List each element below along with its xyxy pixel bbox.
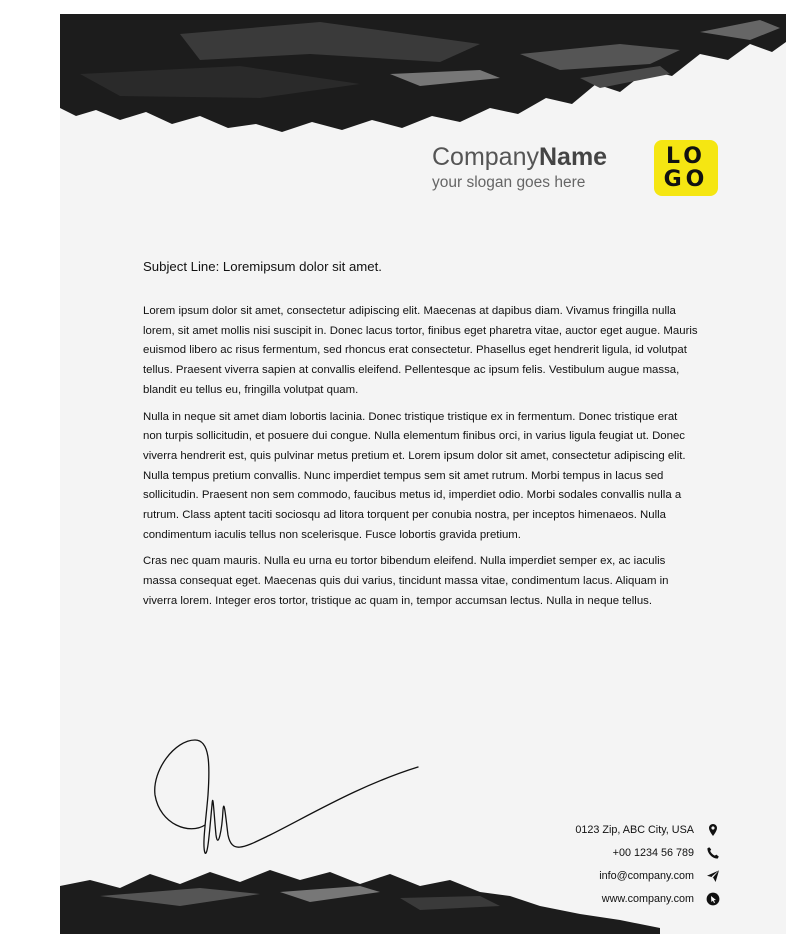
paragraph-3: Cras nec quam mauris. Nulla eu urna eu tortor bibendum eleifend. Nulla imperdiet semper ex, ac iaculis massa consequat eget. Maecenas quis dui varius, tincidunt massa vitae, condimentum lacus. Aliquam in viverra lorem. Integer eros tortor, tristique ac quam in, tempor accumsan lectus. Nulla in neque tellus. bbox=[143, 555, 669, 607]
cursor-icon bbox=[706, 892, 720, 906]
company-name-bold: Name bbox=[539, 143, 608, 171]
phone-text: +00 1234 56 789 bbox=[612, 846, 694, 859]
ink-brush-header-graphic bbox=[60, 14, 786, 134]
contact-phone bbox=[530, 841, 720, 864]
company-name-light: Company bbox=[432, 143, 539, 171]
logo bbox=[654, 140, 718, 196]
ink-brush-footer-graphic bbox=[60, 866, 660, 934]
paragraph-1: Lorem ipsum dolor sit amet, consectetur adipiscing elit. Maecenas at dapibus diam. Vivamus fringilla nulla lorem, sit amet mollis nisi suscipit in. Donec lacus tortor, finibus eget pharetra vitae, auctor eget augue. Mauris euismod libero ac risus fermentum, sed rhoncus erat consectetur. Phasellus eget hendrerit ligula, id volutpat tellus. Praesent viverra sapien at convallis eleifend. Pellentesque ac ipsum felis. Vestibulum augue massa, blandit eu tellus eu, fringilla volutpat quam. bbox=[143, 305, 698, 396]
logo-line-2: GO bbox=[663, 167, 709, 192]
contact-address bbox=[530, 818, 720, 841]
logo-line-1: LO bbox=[666, 144, 706, 169]
handwritten-signature bbox=[150, 735, 425, 860]
paragraph-2: Nulla in neque sit amet diam lobortis lacinia. Donec tristique tristique ex in fermentum. Donec tristique erat non turpis sollicitudin, et posuere dui congue. Nulla elementum finibus orci, in varius ligula feugiat ut. Donec viverra hendrerit est, quis pulvinar metus pretium et. Lorem ipsum dolor sit amet, consectetur adipiscing elit. Nulla tempus pretium convallis. Nunc imperdiet tempus sem sit amet rutrum. Morbi tempus in lacus sed sollicitudin. Praesent non sem commodo, faucibus metus id, imperdiet odio. Morbi sodales convallis nulla a rutrum. Class aptent taciti sociosqu ad litora torquent per conubia nostra, per inceptos himenaeos. Nulla condimentum iaculis tellus non scelerisque. Fusce lobortis gravida pretium. bbox=[143, 410, 686, 541]
website-text: www.company.com bbox=[601, 892, 694, 905]
company-name bbox=[432, 143, 607, 172]
letter-body bbox=[143, 302, 698, 619]
address-text: 0123 Zip, ABC City, USA bbox=[575, 823, 694, 836]
location-pin-icon bbox=[706, 823, 720, 837]
paper-plane-icon bbox=[706, 869, 720, 883]
company-slogan: your slogan goes here bbox=[432, 174, 586, 191]
email-text: info@company.com bbox=[599, 869, 694, 882]
brand-block bbox=[432, 143, 607, 192]
phone-icon bbox=[706, 846, 720, 860]
subject-line: Subject Line: Loremipsum dolor sit amet. bbox=[143, 259, 382, 274]
